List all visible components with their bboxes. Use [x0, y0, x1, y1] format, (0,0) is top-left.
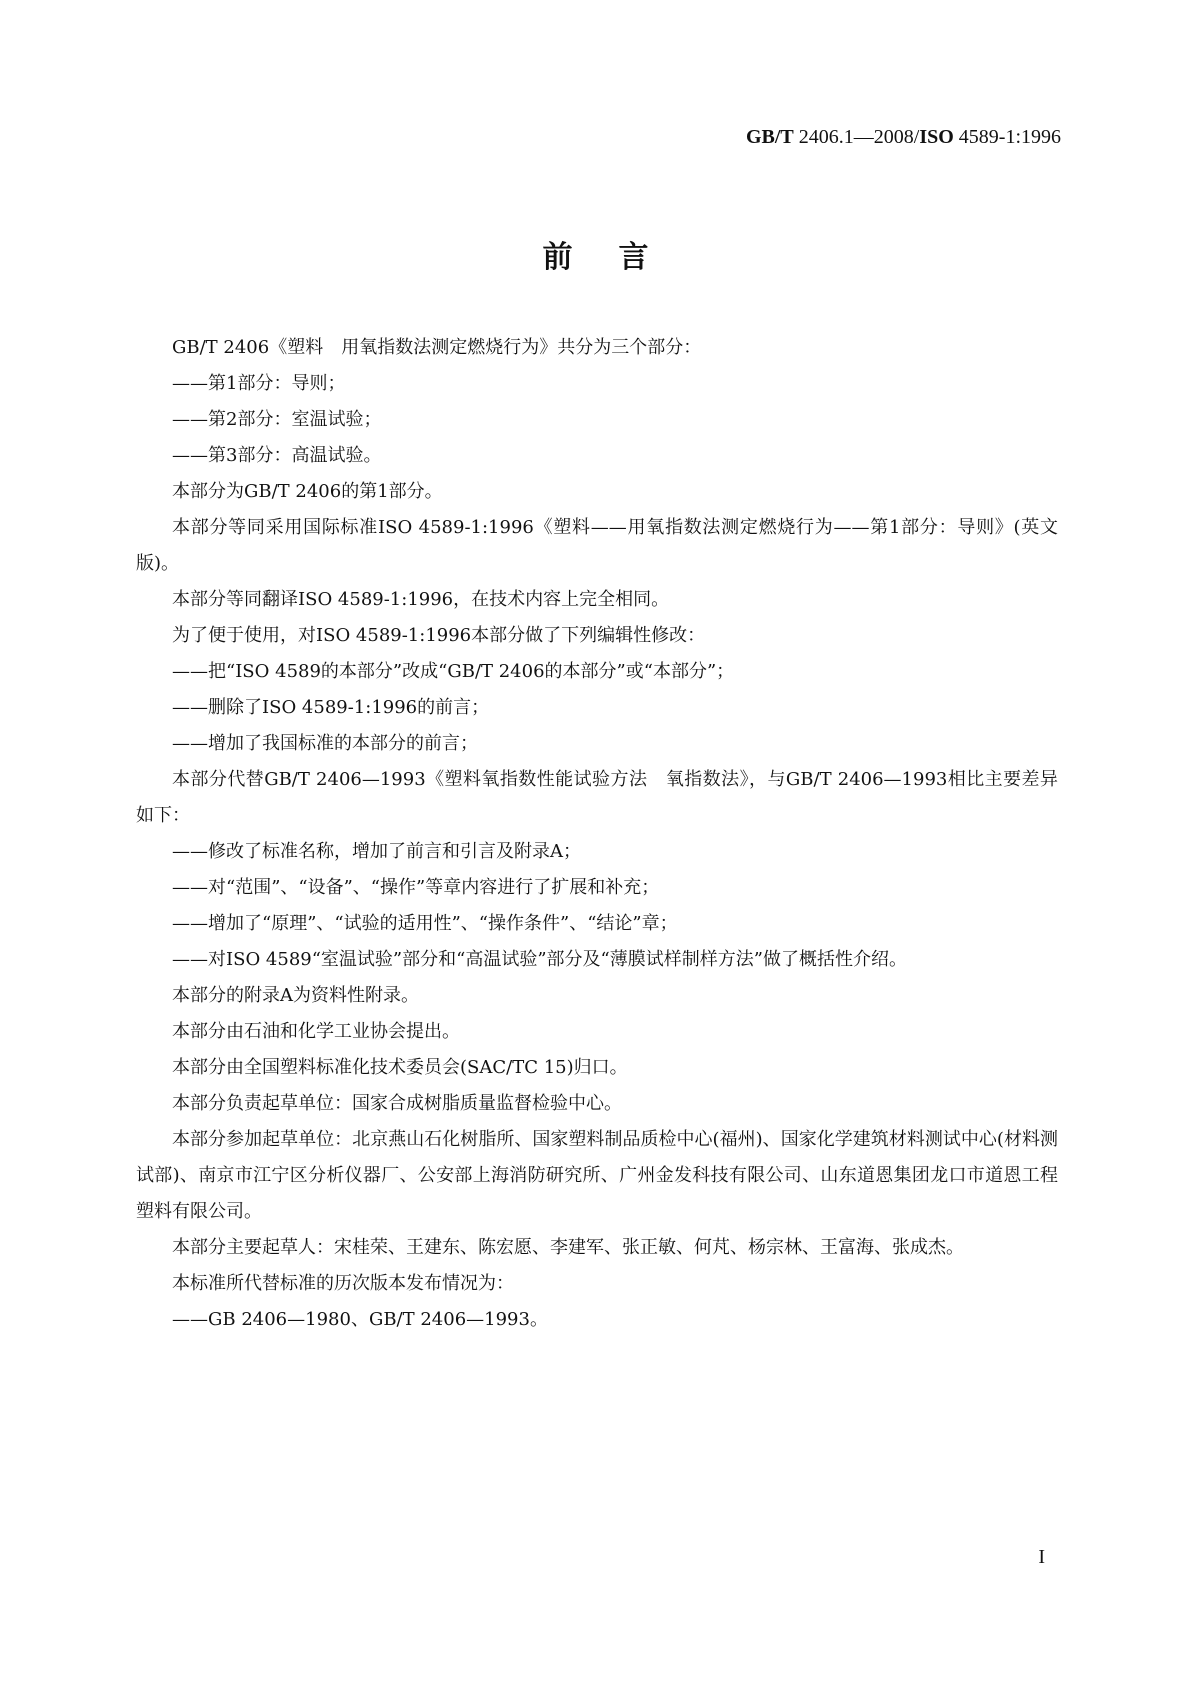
- paragraph: ——对“范围”、“设备”、“操作”等章内容进行了扩展和补充；: [172, 877, 660, 898]
- foreword-body: [136, 330, 1058, 1338]
- gb-number: 2406.1—2008/: [798, 126, 920, 148]
- paragraph: ——把“ISO 4589的本部分”改成“GB/T 2406的本部分”或“本部分”；: [172, 661, 735, 682]
- paragraph: ——对ISO 4589“室温试验”部分和“高温试验”部分及“薄膜试样制样方法”做了概括性介绍。: [172, 949, 907, 970]
- iso-number: 4589-1:1996: [958, 126, 1061, 148]
- paragraph: 本部分代替GB/T 2406—1993《塑料氧指数性能试验方法 氧指数法》，与GB/T 2406—1993相比主要差异如下：: [136, 769, 1058, 826]
- paragraph: ——GB 2406—1980、GB/T 2406—1993。: [172, 1309, 548, 1330]
- paragraph: 本部分参加起草单位：北京燕山石化树脂所、国家塑料制品质检中心(福州)、国家化学建筑材料测试中心(材料测试部)、南京市江宁区分析仪器厂、公安部上海消防研究所、广州金发科技有限公司、山东道恩集团龙口市道恩工程塑料有限公司。: [136, 1129, 1058, 1222]
- paragraph: ——第1部分：导则；: [172, 373, 346, 394]
- iso-prefix: ISO: [919, 126, 954, 148]
- paragraph: ——第3部分：高温试验。: [172, 445, 382, 466]
- paragraph: 本部分为GB/T 2406的第1部分。: [172, 481, 443, 502]
- paragraph: 本部分等同采用国际标准ISO 4589-1:1996《塑料——用氧指数法测定燃烧行为——第1部分：导则》(英文版)。: [136, 517, 1058, 574]
- paragraph: ——修改了标准名称，增加了前言和引言及附录A；: [172, 841, 581, 862]
- paragraph: 本部分由石油和化学工业协会提出。: [172, 1021, 460, 1042]
- paragraph: 本部分由全国塑料标准化技术委员会(SAC/TC 15)归口。: [172, 1057, 628, 1078]
- gb-prefix: GB/T: [745, 126, 794, 148]
- paragraph: GB/T 2406《塑料 用氧指数法测定燃烧行为》共分为三个部分：: [172, 337, 702, 358]
- paragraph: ——第2部分：室温试验；: [172, 409, 382, 430]
- paragraph: ——增加了我国标准的本部分的前言；: [172, 733, 478, 754]
- paragraph: 为了便于使用，对ISO 4589-1:1996本部分做了下列编辑性修改：: [172, 625, 706, 646]
- page-title: 前言: [542, 240, 695, 275]
- paragraph: 本标准所代替标准的历次版本发布情况为：: [172, 1273, 514, 1294]
- paragraph: 本部分的附录A为资料性附录。: [172, 985, 419, 1006]
- paragraph: ——增加了“原理”、“试验的适用性”、“操作条件”、“结论”章；: [172, 913, 678, 934]
- paragraph: 本部分主要起草人：宋桂荣、王建东、陈宏愿、李建军、张正敏、何芃、杨宗林、王富海、张成杰。: [172, 1237, 964, 1258]
- standard-number-header: [746, 126, 1061, 149]
- page-number: I: [1038, 1546, 1045, 1568]
- paragraph: 本部分负责起草单位：国家合成树脂质量监督检验中心。: [172, 1093, 622, 1114]
- paragraph: 本部分等同翻译ISO 4589-1:1996，在技术内容上完全相同。: [172, 589, 670, 610]
- paragraph: ——删除了ISO 4589-1:1996的前言；: [172, 697, 490, 718]
